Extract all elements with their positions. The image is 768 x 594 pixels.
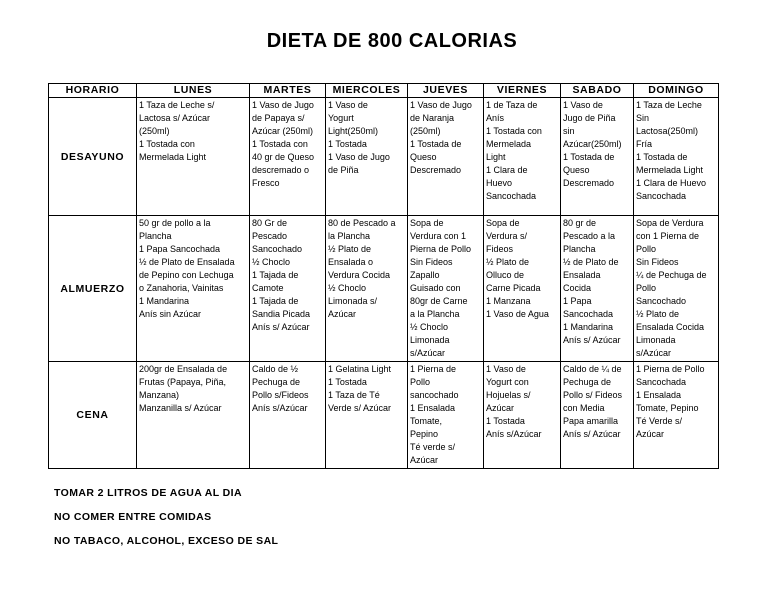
header-jueves: JUEVES (408, 84, 484, 98)
table-row-desayuno (49, 98, 719, 216)
table-cell: 1 Vaso de Jugo de Papaya s/ Azúcar (250ml) 1 Tostada con 40 gr de Queso descremado o Fresco (250, 98, 326, 216)
table-cell: 1 Pierna de Pollo Sancochada 1 Ensalada Tomate, Pepino Té Verde s/ Azúcar (634, 362, 719, 469)
table-row-cena (49, 362, 719, 469)
table-cell: 80 Gr de Pescado Sancochado ½ Choclo 1 Tajada de Camote 1 Tajada de Sandia Picada Anís s/ Azúcar (250, 216, 326, 362)
table-cell: 1 Vaso de Jugo de Piña sin Azúcar(250ml) 1 Tostada de Queso Descremado (561, 98, 634, 216)
table-cell: 1 de Taza de Anís 1 Tostada con Mermelada Light 1 Clara de Huevo Sancochada (484, 98, 561, 216)
table-cell: 1 Gelatina Light 1 Tostada 1 Taza de Té Verde s/ Azúcar (326, 362, 408, 469)
table-cell: Sopa de Verdura con 1 Pierna de Pollo Sin Fideos ¼ de Pechuga de Pollo Sancochado ½ Plato de Ensalada Cocida Limonada s/Azúcar (634, 216, 719, 362)
note-no-snacking: NO COMER ENTRE COMIDAS (54, 511, 212, 523)
note-no-tobacco: NO TABACO, ALCOHOL, EXCESO DE SAL (54, 535, 279, 547)
table-cell: 1 Vaso de Jugo de Naranja (250ml) 1 Tostada de Queso Descremado (408, 98, 484, 216)
diet-table (48, 83, 719, 469)
table-cell: 1 Taza de Leche s/ Lactosa s/ Azúcar (250ml) 1 Tostada con Mermelada Light (137, 98, 250, 216)
table-cell: 1 Taza de Leche Sin Lactosa(250ml) Fría 1 Tostada de Mermelada Light 1 Clara de Huevo Sancochada (634, 98, 719, 216)
header-lunes: LUNES (137, 84, 250, 98)
table-cell: 80 gr de Pescado a la Plancha ½ de Plato de Ensalada Cocida 1 Papa Sancochada 1 Mandarina Anís s/ Azúcar (561, 216, 634, 362)
table-cell: 1 Vaso de Yogurt con Hojuelas s/ Azúcar 1 Tostada Anís s/Azúcar (484, 362, 561, 469)
note-water: TOMAR 2 LITROS DE AGUA AL DIA (54, 487, 242, 499)
table-cell: Caldo de ¼ de Pechuga de Pollo s/ Fideos con Media Papa amarilla Anís s/ Azúcar (561, 362, 634, 469)
row-label-cena: CENA (49, 362, 137, 469)
table-cell: 50 gr de pollo a la Plancha 1 Papa Sancochada ½ de Plato de Ensalada de Pepino con Lechuga o Zanahoria, Vainitas 1 Mandarina Anís sin Azúcar (137, 216, 250, 362)
table-cell: 1 Vaso de Yogurt Light(250ml) 1 Tostada 1 Vaso de Jugo de Piña (326, 98, 408, 216)
row-label-desayuno: DESAYUNO (49, 98, 137, 216)
table-cell: 80 de Pescado a la Plancha ½ Plato de Ensalada o Verdura Cocida ½ Choclo Limonada s/ Azúcar (326, 216, 408, 362)
table-cell: 200gr de Ensalada de Frutas (Papaya, Piña, Manzana) Manzanilla s/ Azúcar (137, 362, 250, 469)
notes-list (54, 486, 278, 558)
header-sabado: SABADO (561, 84, 634, 98)
header-miercoles: MIERCOLES (326, 84, 408, 98)
table-cell: Caldo de ½ Pechuga de Pollo s/Fideos Anís s/Azúcar (250, 362, 326, 469)
table-cell: Sopa de Verdura con 1 Pierna de Pollo Sin Fideos Zapallo Guisado con 80gr de Carne a la Plancha ½ Choclo Limonada s/Azúcar (408, 216, 484, 362)
table-header-row (49, 84, 719, 98)
header-domingo: DOMINGO (634, 84, 719, 98)
header-martes: MARTES (250, 84, 326, 98)
header-horario: HORARIO (49, 84, 137, 98)
row-label-almuerzo: ALMUERZO (49, 216, 137, 362)
table-row-almuerzo (49, 216, 719, 362)
header-viernes: VIERNES (484, 84, 561, 98)
table-cell: Sopa de Verdura s/ Fideos ½ Plato de Olluco de Carne Picada 1 Manzana 1 Vaso de Agua (484, 216, 561, 362)
page-title: DIETA DE 800 CALORIAS (266, 30, 518, 52)
table-cell: 1 Pierna de Pollo sancochado 1 Ensalada Tomate, Pepino Té verde s/ Azúcar (408, 362, 484, 469)
